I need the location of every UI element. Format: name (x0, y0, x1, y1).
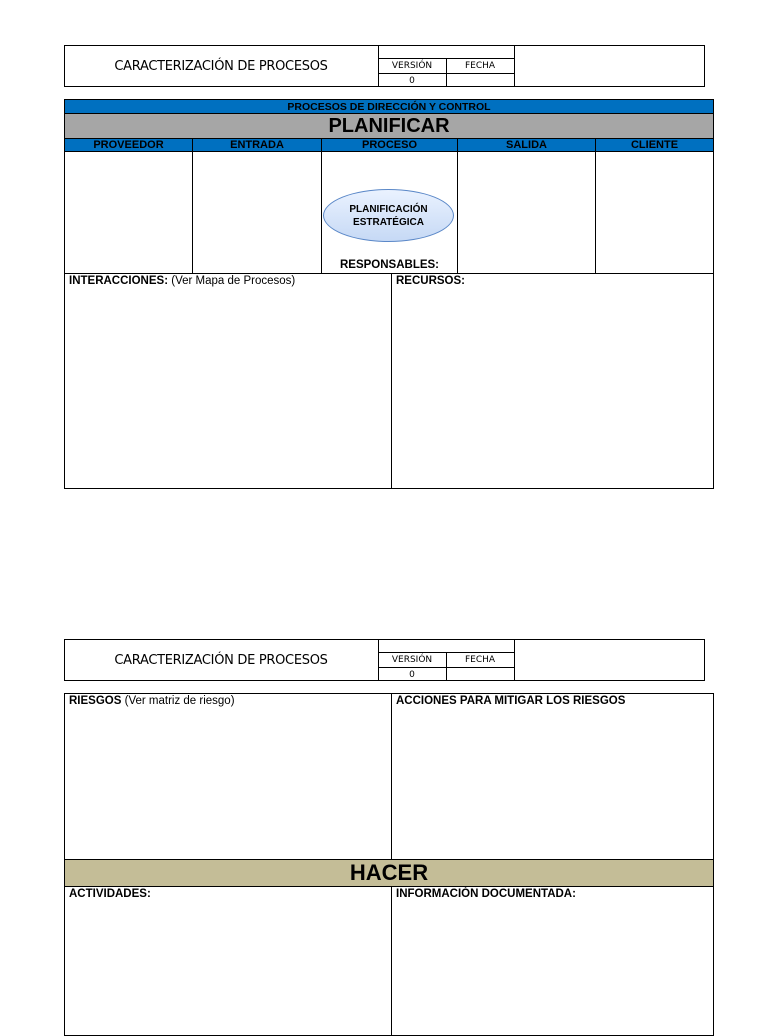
recursos-label: RECURSOS: (396, 275, 466, 287)
interacciones-cell[interactable] (64, 273, 392, 489)
document-title: CARACTERIZACIÓN DE PROCESOS (114, 58, 328, 74)
column-header-proveedor: PROVEEDOR (64, 138, 193, 152)
actividades-cell[interactable] (64, 886, 392, 1036)
header-divider (514, 45, 515, 87)
process-name-line2: ESTRATÉGICA (353, 216, 424, 228)
fecha-label: FECHA (464, 655, 496, 665)
interacciones-label: INTERACCIONES: (69, 275, 169, 287)
recursos-cell[interactable] (391, 273, 714, 489)
header-divider (514, 639, 515, 681)
informacion-documentada-cell[interactable] (391, 886, 714, 1036)
informacion-label: INFORMACIÓN DOCUMENTADA: (396, 888, 576, 900)
entrada-cell[interactable] (192, 151, 322, 274)
salida-cell[interactable] (457, 151, 596, 274)
riesgos-label: RIESGOS (69, 695, 122, 707)
process-name-line1: PLANIFICACIÓN (349, 203, 428, 215)
column-header-salida: SALIDA (457, 138, 596, 152)
actividades-label: ACTIVIDADES: (69, 888, 151, 900)
recursos-label-row (392, 274, 713, 288)
riesgos-label-row (65, 694, 391, 708)
responsables-label: RESPONSABLES: (339, 259, 440, 271)
document-title: CARACTERIZACIÓN DE PROCESOS (114, 652, 328, 668)
stage-title-hacer: HACER (64, 859, 714, 887)
fecha-value (446, 74, 514, 87)
version-value: 0 (409, 75, 415, 86)
column-header-proceso: PROCESO (321, 138, 458, 152)
interacciones-label-row (65, 274, 391, 288)
version-value: 0 (409, 669, 415, 680)
proveedor-cell[interactable] (64, 151, 193, 274)
riesgos-note: (Ver matriz de riesgo) (124, 695, 235, 707)
stage-title-planificar: PLANIFICAR (64, 113, 714, 139)
fecha-value (446, 668, 514, 681)
interacciones-note: (Ver Mapa de Procesos) (171, 275, 296, 287)
acciones-label-row (392, 694, 713, 708)
version-label: VERSIÓN (391, 61, 433, 71)
cliente-cell[interactable] (595, 151, 714, 274)
acciones-label: ACCIONES PARA MITIGAR LOS RIESGOS (396, 695, 626, 707)
riesgos-cell[interactable] (64, 693, 392, 860)
informacion-label-row (392, 887, 713, 901)
column-header-entrada: ENTRADA (192, 138, 322, 152)
process-category-band: PROCESOS DE DIRECCIÓN Y CONTROL (64, 99, 714, 114)
version-label: VERSIÓN (391, 655, 433, 665)
actividades-label-row (65, 887, 391, 901)
acciones-cell[interactable] (391, 693, 714, 860)
column-header-cliente: CLIENTE (595, 138, 714, 152)
process-name-ellipse (323, 189, 454, 242)
fecha-label: FECHA (464, 61, 496, 71)
